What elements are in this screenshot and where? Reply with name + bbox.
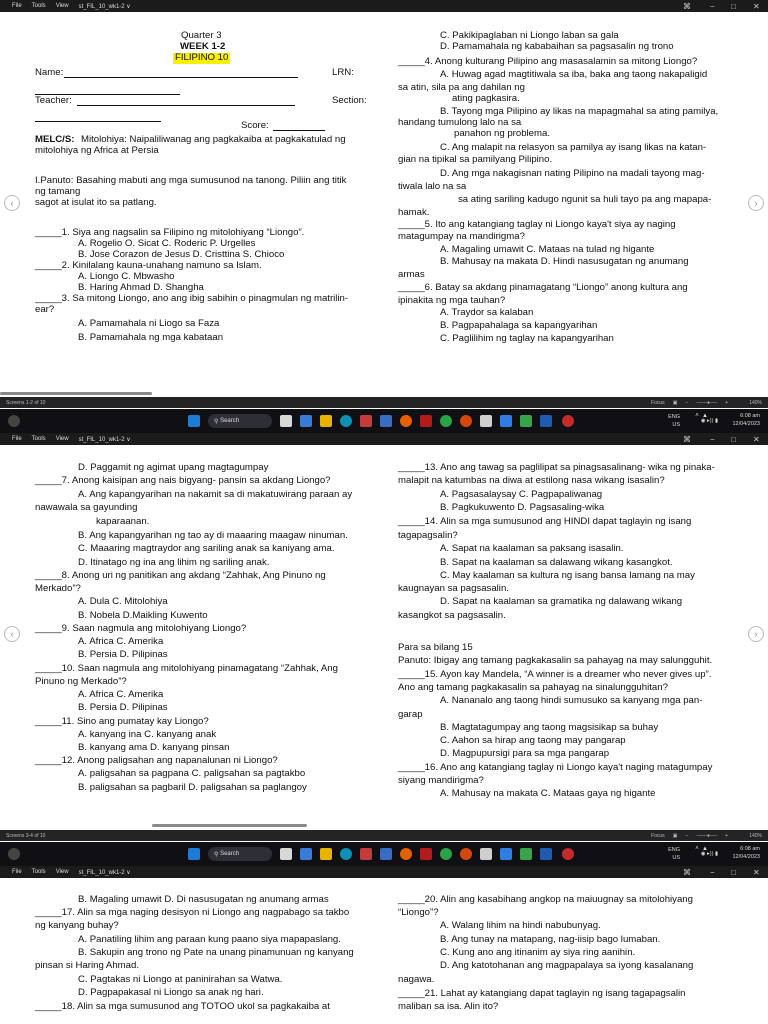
firefox-icon[interactable]	[400, 415, 412, 427]
maximize-icon[interactable]: □	[731, 434, 736, 444]
choice-line: A. Walang lihim na hindi nabubunyag.	[440, 920, 601, 931]
question-line: _____18. Alin sa mga sumusunod ang TOTOO ukol sa pagkakaiba at	[35, 1001, 330, 1012]
maximize-icon[interactable]: □	[731, 1, 736, 11]
question-line: _____16. Ano ang katangiang taglay ni Liongo kaya't naging matagumpay	[398, 762, 713, 773]
choice-line: A. Pamamahala ni Liogo sa Faza	[78, 318, 220, 329]
start-icon[interactable]	[188, 415, 200, 427]
zoom-out-icon[interactable]: −	[685, 399, 689, 406]
question-line: _____10. Saan nagmula ang mitolohiyang pinamagatang “Zahhak, Ang	[35, 663, 338, 674]
choice-line: B. Magaling umawit D. Di nasusugatan ng anumang armas	[78, 894, 329, 905]
question-line: ipinakita ng mga tauhan?	[398, 295, 506, 306]
lang-label: ENG	[668, 847, 680, 853]
app-icon-6[interactable]	[540, 848, 552, 860]
panuto-line: Panuto: Ibigay ang tamang pagkakasalin sa pahayag na may salungguhit.	[398, 655, 713, 666]
date-label: 12/04/2023	[732, 421, 760, 427]
app-icon-7[interactable]	[562, 415, 574, 427]
choice-line: B. Pamamahala ng mga kabataan	[78, 332, 224, 343]
choice-line: B. Ang kapangyarihan ng tao ay di maaaring maagaw ninuman.	[78, 530, 348, 541]
search-box[interactable]	[208, 847, 272, 861]
language-indicator[interactable]	[668, 413, 680, 429]
screen-counter: Screens 1-2 of 10	[6, 399, 46, 406]
choice-line: nagawa.	[398, 974, 435, 985]
clock[interactable]	[732, 412, 760, 428]
choice-line: C. Maaaring magtraydor ang sariling anak sa kaniyang ama.	[78, 543, 335, 554]
search-label: Search	[220, 418, 240, 424]
choice-line: sa ating sariling kadugo ngunit sa huli tayo pa ang mapapa-	[458, 194, 712, 205]
question-line: _____7. Anong kaisipan ang nais bigyang- pansin sa akdang Liongo?	[35, 475, 331, 486]
question-line: _____21. Lahat ay katangiang dapat taglayin ng isang tagapagsalin	[398, 988, 686, 999]
choice-line: A. Pagsasalaysay C. Pagpapaliwanag	[440, 489, 603, 500]
choice-line: B. Sakupin ang trono ng Pate na unang pinamunuan ng kanyang	[78, 947, 354, 958]
app-icon[interactable]	[380, 415, 392, 427]
choice-line: A. Traydor sa kalaban	[440, 307, 534, 318]
choice-line: B. Mahusay na makata D. Hindi nasusugatan ng anumang	[440, 256, 689, 267]
melc-text-2: mitolohiya ng Africa at Persia	[35, 145, 159, 156]
choice-line: kasangkot sa pagsasalin.	[398, 610, 506, 621]
choice-line: D. Ang katotohanan ang magpapalaya sa iyong kasalanang	[440, 960, 694, 971]
panuto-text-2: ng tamang	[35, 186, 81, 197]
widgets-icon[interactable]	[8, 848, 20, 860]
score-field[interactable]	[273, 121, 325, 131]
clock[interactable]	[732, 845, 760, 861]
choice-line: C. Pagtakas ni Liongo at paninirahan sa Watwa.	[78, 974, 283, 985]
choice-line: sa atin, sila pa ang dahilan ng	[398, 82, 525, 93]
score-label: Score:	[241, 120, 269, 131]
app-icon-2[interactable]	[420, 415, 432, 427]
document-tab[interactable]: st_FIL_10_wk1-2 ∨	[78, 869, 131, 876]
region-label: US	[672, 422, 680, 428]
menu-tools[interactable]: Tools	[31, 3, 46, 9]
question-line: malapit na katumbas na diwa at estilong nasa wikang isasalin?	[398, 475, 665, 486]
choice-line: A. Africa C. Amerika	[78, 636, 164, 647]
teacher-label: Teacher:	[35, 95, 72, 106]
app-icon-3[interactable]	[480, 848, 492, 860]
melc-label: MELC/S:	[35, 134, 75, 145]
status-bar	[0, 397, 768, 408]
choice-line: A. Dula C. Mitolohiya	[78, 596, 168, 607]
menu-tools[interactable]: Tools	[31, 869, 46, 875]
choice-line: B. Haring Ahmad D. Shangha	[78, 282, 204, 293]
document-tab[interactable]: st_FIL_10_wk1-2 ∨	[78, 3, 131, 10]
choice-line: B. Magtatagumpay ang taong magsisikap sa buhay	[440, 722, 659, 733]
pdf-icon[interactable]	[360, 415, 372, 427]
panuto-text: I.Panuto: Basahing mabuti ang mga sumusunod na tanong. Piliin ang titik	[35, 175, 347, 186]
horizontal-scrollbar[interactable]	[152, 824, 307, 827]
choice-line: gian na tipikal sa pamilyang Pilipino.	[398, 154, 553, 165]
focus-button[interactable]: Focus	[651, 832, 665, 839]
melc-text: Mitolohiya: Naipaliliwanag ang pagkakaiba at pagkakatulad ng	[81, 134, 346, 145]
menu-file[interactable]: File	[12, 436, 22, 442]
tray-icons[interactable]: ˄ ▲	[695, 846, 708, 852]
question-line: tagapagsalin?	[398, 530, 458, 541]
layout-icon[interactable]: ▣	[672, 399, 678, 406]
question-line: _____4. Anong kulturang Pilipino ang masasalamin sa mitong Liongo?	[398, 56, 698, 67]
panuto-text-3: sagot at isulat ito sa patlang.	[35, 197, 157, 208]
app-icon-7[interactable]	[562, 848, 574, 860]
choice-line: D. Ang mga nakagisnan nating Pilipino na madali tayong mag-	[440, 168, 705, 179]
question-line: _____2. Kinilalang kauna-unahang namuno sa Islam.	[35, 260, 262, 271]
choice-line: A. Nananalo ang taong hindi sumusuko sa kanyang mga pan-	[440, 695, 703, 706]
prev-page-button[interactable]: ‹	[4, 626, 20, 642]
next-page-button[interactable]: ›	[748, 195, 764, 211]
zoom-in-icon[interactable]: +	[725, 399, 728, 406]
choice-line: A. Magaling umawit C. Mataas na tulad ng higante	[440, 244, 655, 255]
choice-line: A. Panatiling lihim ang paraan kung paano siya mapapaslang.	[78, 934, 341, 945]
zoom-level: 140%	[749, 832, 762, 839]
prev-page-button[interactable]: ‹	[4, 195, 20, 211]
explorer-icon[interactable]	[320, 848, 332, 860]
lrn-label: LRN:	[332, 67, 354, 78]
choice-line: C. Paglilihim ng taglay na kapangyarihan	[440, 333, 614, 344]
opera-icon[interactable]	[460, 415, 472, 427]
choice-line: C. Pakikipaglaban ni Liongo laban sa gala	[440, 30, 619, 41]
horizontal-scrollbar[interactable]	[0, 392, 152, 395]
choice-line: B. kanyang ama D. kanyang pinsan	[78, 742, 230, 753]
choice-line: C. Ang malapit na relasyon sa pamilya ay isang likas na katan-	[440, 142, 707, 153]
choice-line: B. Jose Corazon de Jesus D. Cristtina S. Chioco	[78, 249, 285, 260]
close-icon[interactable]: ✕	[753, 867, 760, 877]
week-label: WEEK 1-2	[180, 41, 226, 52]
choice-line: garap	[398, 709, 423, 720]
choice-line: D. Magpupursigi para sa mga pangarap	[440, 748, 610, 759]
question-line: _____11. Sino ang pumatay kay Liongo?	[35, 716, 209, 727]
question-line: ear?	[35, 304, 55, 315]
name-field[interactable]	[64, 68, 298, 78]
zoom-in-icon[interactable]: +	[725, 832, 728, 839]
choice-line: A. Rogelio O. Sicat C. Roderic P. Urgelles	[78, 238, 256, 249]
choice-line: pinsan si Haring Ahmad.	[35, 960, 139, 971]
question-line: _____12. Anong paligsahan ang napanalunan ni Liongo?	[35, 755, 278, 766]
choice-line: B. Pagpapahalaga sa kapangyarihan	[440, 320, 598, 331]
question-line: _____5. Ito ang katangiang taglay ni Liongo kaya't siya ay naging	[398, 219, 676, 230]
app-icon-4[interactable]	[500, 848, 512, 860]
app-icon-5[interactable]	[520, 415, 532, 427]
app-icon-5[interactable]	[520, 848, 532, 860]
app-menubar	[0, 0, 768, 12]
question-line: _____9. Saan nagmula ang mitolohiyang Liongo?	[35, 623, 247, 634]
choice-line: kaparaanan.	[96, 516, 150, 527]
maximize-icon[interactable]: □	[731, 867, 736, 877]
menu-view[interactable]: View	[55, 3, 69, 9]
document-page-2	[0, 445, 768, 822]
choice-line: B. Nobela D.Maikling Kuwento	[78, 610, 208, 621]
teacher-field[interactable]	[77, 96, 295, 106]
fullscreen-icon[interactable]: ⌘	[683, 434, 691, 444]
search-icon: ⚲	[214, 418, 221, 425]
choice-line: A. Ang kapangyarihan na nakamit sa di makatuwirang paraan ay	[78, 489, 353, 500]
chrome-icon[interactable]	[440, 415, 452, 427]
zoom-slider[interactable]: ───●──	[696, 399, 718, 406]
layout-icon[interactable]: ▣	[672, 832, 678, 839]
question-line: _____20. Alin ang kasabihang angkop na maiuugnay sa mitolohiyang	[398, 894, 693, 905]
question-line: ng kanyang buhay?	[35, 920, 119, 931]
choice-line: C. Kung ano ang itinanim ay siya ring aanihin.	[440, 947, 636, 958]
choice-line: B. Pagkukuwento D. Pagsasaling-wika	[440, 502, 605, 513]
minimize-icon[interactable]: −	[710, 1, 715, 11]
section-field[interactable]	[35, 112, 161, 122]
question-line: Merkado”?	[35, 583, 81, 594]
question-line: _____6. Batay sa akdang pinamagatang “Liongo” anong kultura ang	[398, 282, 688, 293]
choice-line: A. kanyang ina C. kanyang anak	[78, 729, 217, 740]
tray-icons[interactable]: ˄ ▲	[695, 413, 708, 419]
language-indicator[interactable]	[668, 846, 680, 862]
status-bar-2	[0, 830, 768, 841]
question-line: “Liongo”?	[398, 907, 439, 918]
choice-line: D. Pagpapakasal ni Liongo sa anak ng hari.	[78, 987, 264, 998]
store-icon[interactable]	[300, 415, 312, 427]
network-sound-battery-icon[interactable]: ◉ ▸)) ▮	[700, 851, 718, 857]
explorer-icon[interactable]	[320, 415, 332, 427]
date-label: 12/04/2023	[732, 854, 760, 860]
question-line: Pinuno ng Merkado”?	[35, 676, 127, 687]
app-icon-2[interactable]	[420, 848, 432, 860]
question-line: siyang mandirigma?	[398, 775, 484, 786]
question-line: _____15. Ayon kay Mandela, “A winner is a dreamer who never gives up”.	[398, 669, 712, 680]
focus-button[interactable]: Focus	[651, 399, 665, 406]
question-line: _____14. Alin sa mga sumusunod ang HINDI dapat taglayin ng isang	[398, 516, 692, 527]
network-sound-battery-icon[interactable]: ◉ ▸)) ▮	[700, 418, 718, 424]
choice-line: handang tumulong lalo na sa	[398, 117, 522, 128]
minimize-icon[interactable]: −	[710, 867, 715, 877]
edge-icon[interactable]	[340, 415, 352, 427]
menu-tools[interactable]: Tools	[31, 436, 46, 442]
section-label: Section:	[332, 95, 367, 106]
store-icon[interactable]	[300, 848, 312, 860]
choice-line: B. paligsahan sa pagbaril D. paligsahan sa paglangoy	[78, 782, 307, 793]
choice-line: B. Persia D. Pilipinas	[78, 702, 168, 713]
taskbar-2	[0, 842, 768, 866]
choice-line: A. Mahusay na makata C. Mataas gaya ng higante	[440, 788, 656, 799]
search-icon: ⚲	[214, 851, 221, 858]
taskview-icon[interactable]	[280, 848, 292, 860]
choice-line: tiwala lalo na sa	[398, 181, 467, 192]
choice-line: B. Persia D. Pilipinas	[78, 649, 168, 660]
question-line: _____1. Siya ang nagsalin sa Filipino ng mitolohiyang “Liongo”.	[35, 227, 305, 238]
close-icon[interactable]: ✕	[753, 1, 760, 11]
time-label: 6:08 am	[740, 413, 760, 419]
zoom-slider[interactable]: ───●──	[696, 832, 718, 839]
choice-line: nawawala sa gayunding	[35, 502, 138, 513]
choice-line: A. Liongo C. Mbwasho	[78, 271, 175, 282]
choice-line: D. Sapat na kaalaman sa gramatika ng dalawang wikang	[440, 596, 683, 607]
choice-line: A. Sapat na kaalaman sa paksang isasalin.	[440, 543, 624, 554]
widgets-icon[interactable]	[8, 415, 20, 427]
start-icon[interactable]	[188, 848, 200, 860]
question-line: _____8. Anong uri ng panitikan ang akdang “Zahhak, Ang Pinuno ng	[35, 570, 326, 581]
taskbar	[0, 409, 768, 433]
question-line: _____13. Ano ang tawag sa paglilipat sa pinagsasalinang- wika ng pinaka-	[398, 462, 715, 473]
choice-line: D. Paggamit ng agimat upang magtagumpay	[78, 462, 269, 473]
zoom-out-icon[interactable]: −	[685, 832, 689, 839]
choice-line: B. Tayong mga Pilipino ay likas na mapagmahal sa ating pamilya,	[440, 106, 719, 117]
choice-line: armas	[398, 269, 425, 280]
menu-file[interactable]: File	[12, 3, 22, 9]
choice-line: A. Africa C. Amerika	[78, 689, 164, 700]
choice-line: panahon ng problema.	[454, 128, 551, 139]
time-label: 6:08 am	[740, 846, 760, 852]
question-line: _____3. Sa mitong Liongo, ano ang ibig sabihin o pinagmulan ng matrilin-	[35, 293, 349, 304]
app-icon-3[interactable]	[480, 415, 492, 427]
lrn-field[interactable]	[35, 85, 180, 95]
choice-line: D. Pamamahala ng kababaihan sa pagsasalin ng trono	[440, 41, 674, 52]
subject-label: FILIPINO 10	[175, 52, 229, 63]
choice-line: A. Huwag agad magtitiwala sa iba, baka ang taong nakapaligid	[440, 69, 708, 80]
question-line: _____17. Alin sa mga naging desisyon ni Liongo ang nagpabago sa takbo	[35, 907, 350, 918]
screen-counter: Screens 3-4 of 10	[6, 832, 46, 839]
choice-line: B. Sapat na kaalaman sa dalawang wikang kasangkot.	[440, 557, 673, 568]
choice-line: B. Ang tunay na matapang, nag-iisip bago lumaban.	[440, 934, 661, 945]
search-box[interactable]	[208, 414, 272, 428]
app-icon-4[interactable]	[500, 415, 512, 427]
edge-icon[interactable]	[340, 848, 352, 860]
question-line: matagumpay na mandirigma?	[398, 231, 525, 242]
opera-icon[interactable]	[460, 848, 472, 860]
lang-label: ENG	[668, 414, 680, 420]
fullscreen-icon[interactable]: ⌘	[683, 867, 691, 877]
question-line: maliban sa isa. Alin ito?	[398, 1001, 499, 1012]
menu-file[interactable]: File	[12, 869, 22, 875]
taskview-icon[interactable]	[280, 415, 292, 427]
chrome-icon[interactable]	[440, 848, 452, 860]
quarter-label: Quarter 3	[181, 30, 222, 41]
choice-line: C. Aahon sa hirap ang taong may pangarap	[440, 735, 626, 746]
choice-line: kaugnayan sa pagsasalin.	[398, 583, 509, 594]
document-page-3	[0, 878, 768, 1024]
app-menubar-3	[0, 866, 768, 878]
region-label: US	[672, 855, 680, 861]
search-label: Search	[220, 851, 240, 857]
question-line: Ano ang tamang pagkakasalin sa pahayag na sinalungguhitan?	[398, 682, 668, 693]
app-icon[interactable]	[380, 848, 392, 860]
menu-view[interactable]: View	[55, 869, 69, 875]
firefox-icon[interactable]	[400, 848, 412, 860]
fullscreen-icon[interactable]: ⌘	[683, 1, 691, 11]
choice-line: hamak.	[398, 207, 430, 218]
menu-view[interactable]: View	[55, 436, 69, 442]
app-icon-6[interactable]	[540, 415, 552, 427]
next-page-button[interactable]: ›	[748, 626, 764, 642]
zoom-level: 140%	[749, 399, 762, 406]
choice-line: A. paligsahan sa pagpana C. paligsahan sa pagtakbo	[78, 768, 306, 779]
minimize-icon[interactable]: −	[710, 434, 715, 444]
choice-line: ating pagkasira.	[452, 93, 520, 104]
choice-line: C. May kaalaman sa kultura ng isang bansa lamang na may	[440, 570, 695, 581]
app-menubar-2	[0, 433, 768, 445]
choice-line: D. Itinatago ng ina ang lihim ng sariling anak.	[78, 557, 270, 568]
name-label: Name:	[35, 67, 64, 78]
close-icon[interactable]: ✕	[753, 434, 760, 444]
pdf-icon[interactable]	[360, 848, 372, 860]
document-tab[interactable]: st_FIL_10_wk1-2 ∨	[78, 436, 131, 443]
document-page-1	[0, 12, 768, 392]
section-heading: Para sa bilang 15	[398, 642, 473, 653]
